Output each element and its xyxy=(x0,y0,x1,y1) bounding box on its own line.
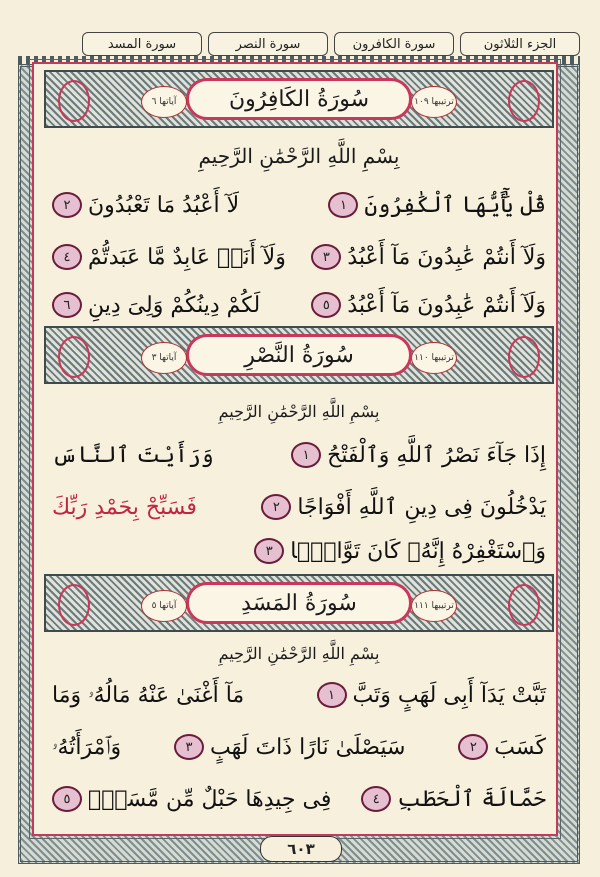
verse-text: تَبَّتْ يَدَآ أَبِى لَهَبٍ وَتَبَّ xyxy=(352,682,546,708)
surah-order-badge: ترتيبها ١٠٩ xyxy=(411,86,457,118)
verse-text: وَلَآ أَنتُمْ عَٰبِدُونَ مَآ أَعْبُدُ xyxy=(347,292,546,318)
surah-ayat-badge: آياتها ٦ xyxy=(141,86,187,118)
verse-line xyxy=(52,538,546,564)
verse-number-marker: ٥ xyxy=(311,292,341,318)
surah-order-badge: ترتيبها ١١١ xyxy=(411,590,457,622)
verse-text: وَٱمْرَأَتُهُۥ xyxy=(52,734,122,760)
page-number: ٦٠٣ xyxy=(260,836,342,862)
verse-line xyxy=(52,682,546,708)
verse-number-marker: ١ xyxy=(328,192,358,218)
verse-number-marker: ٤ xyxy=(361,786,391,812)
verse-text: قُلْ يَٰٓأَيُّهَا ٱلْكَٰفِرُونَ xyxy=(364,192,546,218)
ornament-icon xyxy=(58,80,90,122)
basmala: بِسْمِ اللَّهِ الرَّحْمَٰنِ الرَّحِيمِ xyxy=(198,144,400,168)
surah-banner-nasr xyxy=(44,326,554,384)
verse-number-marker: ٢ xyxy=(52,192,82,218)
verse-number-marker: ٣ xyxy=(254,538,284,564)
basmala: بِسْمِ اللَّهِ الرَّحْمَٰنِ الرَّحِيمِ xyxy=(218,402,380,421)
verse-text: فِى جِيدِهَا حَبْلٌ مِّن مَّسَدٍۭ xyxy=(88,786,332,812)
verse-text: كَسَبَ xyxy=(494,734,546,760)
surah-ayat-badge: آياتها ٣ xyxy=(141,342,187,374)
basmala: بِسْمِ اللَّهِ الرَّحْمَٰنِ الرَّحِيمِ xyxy=(218,644,380,663)
page-header xyxy=(82,32,580,56)
verse-number-marker: ٣ xyxy=(174,734,204,760)
verse-line xyxy=(52,494,546,520)
ornament-icon xyxy=(508,584,540,626)
surah-banner-kafirun xyxy=(44,70,554,128)
header-juz: الجزء الثلاثون xyxy=(460,32,580,56)
verse-text: فَسَبِّحْ بِحَمْدِ رَبِّكَ xyxy=(52,494,197,520)
verse-text: وَٱسْتَغْفِرْهُ إِنَّهُۥ كَانَ تَوَّابًۢا xyxy=(290,538,546,564)
verse-text: إِذَا جَآءَ نَصْرُ ٱللَّهِ وَٱلْفَتْحُ xyxy=(327,442,546,468)
verse-text: سَيَصْلَىٰ نَارًا ذَاتَ لَهَبٍ xyxy=(210,734,406,760)
verse-line xyxy=(52,734,546,760)
verse-text: وَلَآ أَنتُمْ عَٰبِدُونَ مَآ أَعْبُدُ xyxy=(347,244,546,270)
verse-line xyxy=(52,192,546,218)
verse-text: وَلَآ أَنَا۠ عَابِدٌ مَّا عَبَدتُّمْ xyxy=(88,244,286,270)
verse-number-marker: ٢ xyxy=(458,734,488,760)
verse-text: يَدْخُلُونَ فِى دِينِ ٱللَّهِ أَفْوَاجًا xyxy=(297,494,546,520)
verse-text: لَكُمْ دِينُكُمْ وَلِىَ دِينِ xyxy=(88,292,261,318)
surah-ayat-badge: آياتها ٥ xyxy=(141,590,187,622)
ornament-icon xyxy=(58,584,90,626)
verse-number-marker: ٦ xyxy=(52,292,82,318)
verse-number-marker: ٢ xyxy=(261,494,291,520)
verse-line xyxy=(52,244,546,270)
verse-line xyxy=(52,786,546,812)
verse-text: حَمَّالَةَ ٱلْحَطَبِ xyxy=(397,786,546,812)
ornament-icon xyxy=(58,336,90,378)
verse-number-marker: ١ xyxy=(317,682,347,708)
surah-banner-masad xyxy=(44,574,554,632)
surah-title: سُورَةُ الكَافِرُونَ xyxy=(186,78,412,120)
verse-number-marker: ٤ xyxy=(52,244,82,270)
header-surah-masad: سورة المسد xyxy=(82,32,202,56)
verse-line xyxy=(52,292,546,318)
verse-number-marker: ١ xyxy=(291,442,321,468)
ornament-icon xyxy=(508,80,540,122)
header-surah-nasr: سورة النصر xyxy=(208,32,328,56)
verse-number-marker: ٣ xyxy=(311,244,341,270)
surah-order-badge: ترتيبها ١١٠ xyxy=(411,342,457,374)
verse-text: لَآ أَعْبُدُ مَا تَعْبُدُونَ xyxy=(88,192,240,218)
verse-line xyxy=(52,442,546,468)
surah-title: سُورَةُ المَسَدِ xyxy=(186,582,412,624)
verse-text: وَرَأَيْتَ ٱلنَّاسَ xyxy=(52,442,214,468)
verse-number-marker: ٥ xyxy=(52,786,82,812)
verse-text: مَآ أَغْنَىٰ عَنْهُ مَالُهُۥ وَمَا xyxy=(52,682,245,708)
surah-title: سُورَةُ النَّصْرِ xyxy=(186,334,412,376)
ornament-icon xyxy=(508,336,540,378)
header-surah-kafirun: سورة الكافرون xyxy=(334,32,454,56)
